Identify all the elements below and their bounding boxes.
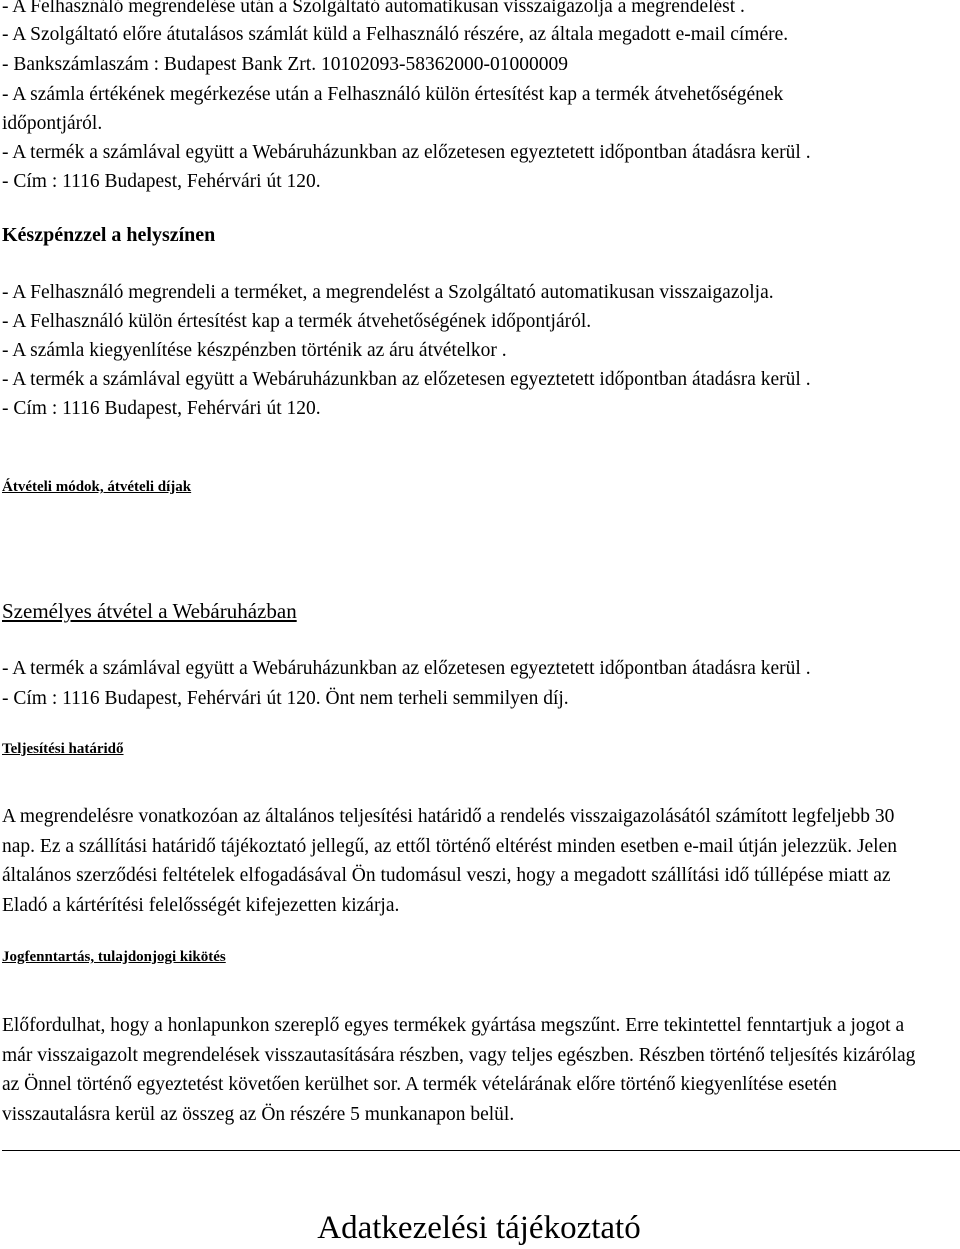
next-section-title: Adatkezelési tájékoztató [317,1210,641,1246]
paragraph-reservation: Előfordulhat, hogy a honlapunkon szereplő egyes termékek gyártása megszűnt. Erre tekintettel fenntartjuk a jogot a már visszaigazolt megrendelések visszautasítására részben, vagy teljes egészben. Részben történő teljesítés kizárólag az Önnel történő egyeztetést követően kerülhet sor. A termék vételárának előre történő kiegyenlítése esetén visszautalásra kerül az összeg az Ön részére 5 munkanapon belül. [2,1015,916,1125]
section-heading-cash: Készpénzzel a helyszínen [2,224,216,246]
section-heading-personal: Személyes átvétel a Webáruházban [2,599,297,623]
text-line: - Cím : 1116 Budapest, Fehérvári út 120. Önt nem terheli semmilyen díj. [2,688,569,709]
section-heading-pickup: Átvételi módok, átvételi díjak [2,479,192,495]
text-line: - A számla kiegyenlítése készpénzben történik az áru átvételkor . [2,340,507,361]
section-heading-deadline: Teljesítési határidő [2,741,124,757]
text-line: - A Felhasználó megrendelése után a Szolgáltató automatikusan visszaigazolja a megrendelést . [2,0,745,17]
text-line: - A Szolgáltató előre átutalásos számlát küld a Felhasználó részére, az általa megadott e-mail címére. [2,24,789,45]
text-line: - A termék a számlával együtt a Webáruházunkban az előzetesen egyeztetett időpontban átadásra kerül . [2,142,811,163]
section-heading-reservation: Jogfenntartás, tulajdonjogi kikötés [2,949,226,965]
text-line: - A Felhasználó külön értesítést kap a termék átvehetőségének időpontjáról. [2,311,592,332]
text-line: - A Felhasználó megrendeli a terméket, a megrendelést a Szolgáltató automatikusan visszaigazolja. [2,282,774,303]
text-line: - Cím : 1116 Budapest, Fehérvári út 120. [2,398,321,419]
text-line: - Bankszámlaszám : Budapest Bank Zrt. 10102093-58362000-01000009 [2,54,568,75]
text-line: időpontjáról. [2,113,103,134]
horizontal-divider [2,1150,960,1151]
text-line: - A számla értékének megérkezése után a Felhasználó külön értesítést kap a termék átvehetőségének [2,84,784,105]
text-line: - A termék a számlával együtt a Webáruházunkban az előzetesen egyeztetett időpontban átadásra kerül . [2,658,811,679]
text-line: - A termék a számlával együtt a Webáruházunkban az előzetesen egyeztetett időpontban átadásra kerül . [2,369,811,390]
paragraph-deadline: A megrendelésre vonatkozóan az általános teljesítési határidő a rendelés visszaigazolásától számított legfeljebb 30 nap. Ez a szállítási határidő tájékoztató jellegű, az ettől történő eltérést minden esetben e-mail útján jelezzük. Jelen általános szerződési feltételek elfogadásával Ön tudomásul veszi, hogy a megadott szállítási idő túllépése miatt az Eladó a kártérítési felelősségét kifejezetten kizárja. [2,806,898,916]
text-line: - Cím : 1116 Budapest, Fehérvári út 120. [2,171,321,192]
